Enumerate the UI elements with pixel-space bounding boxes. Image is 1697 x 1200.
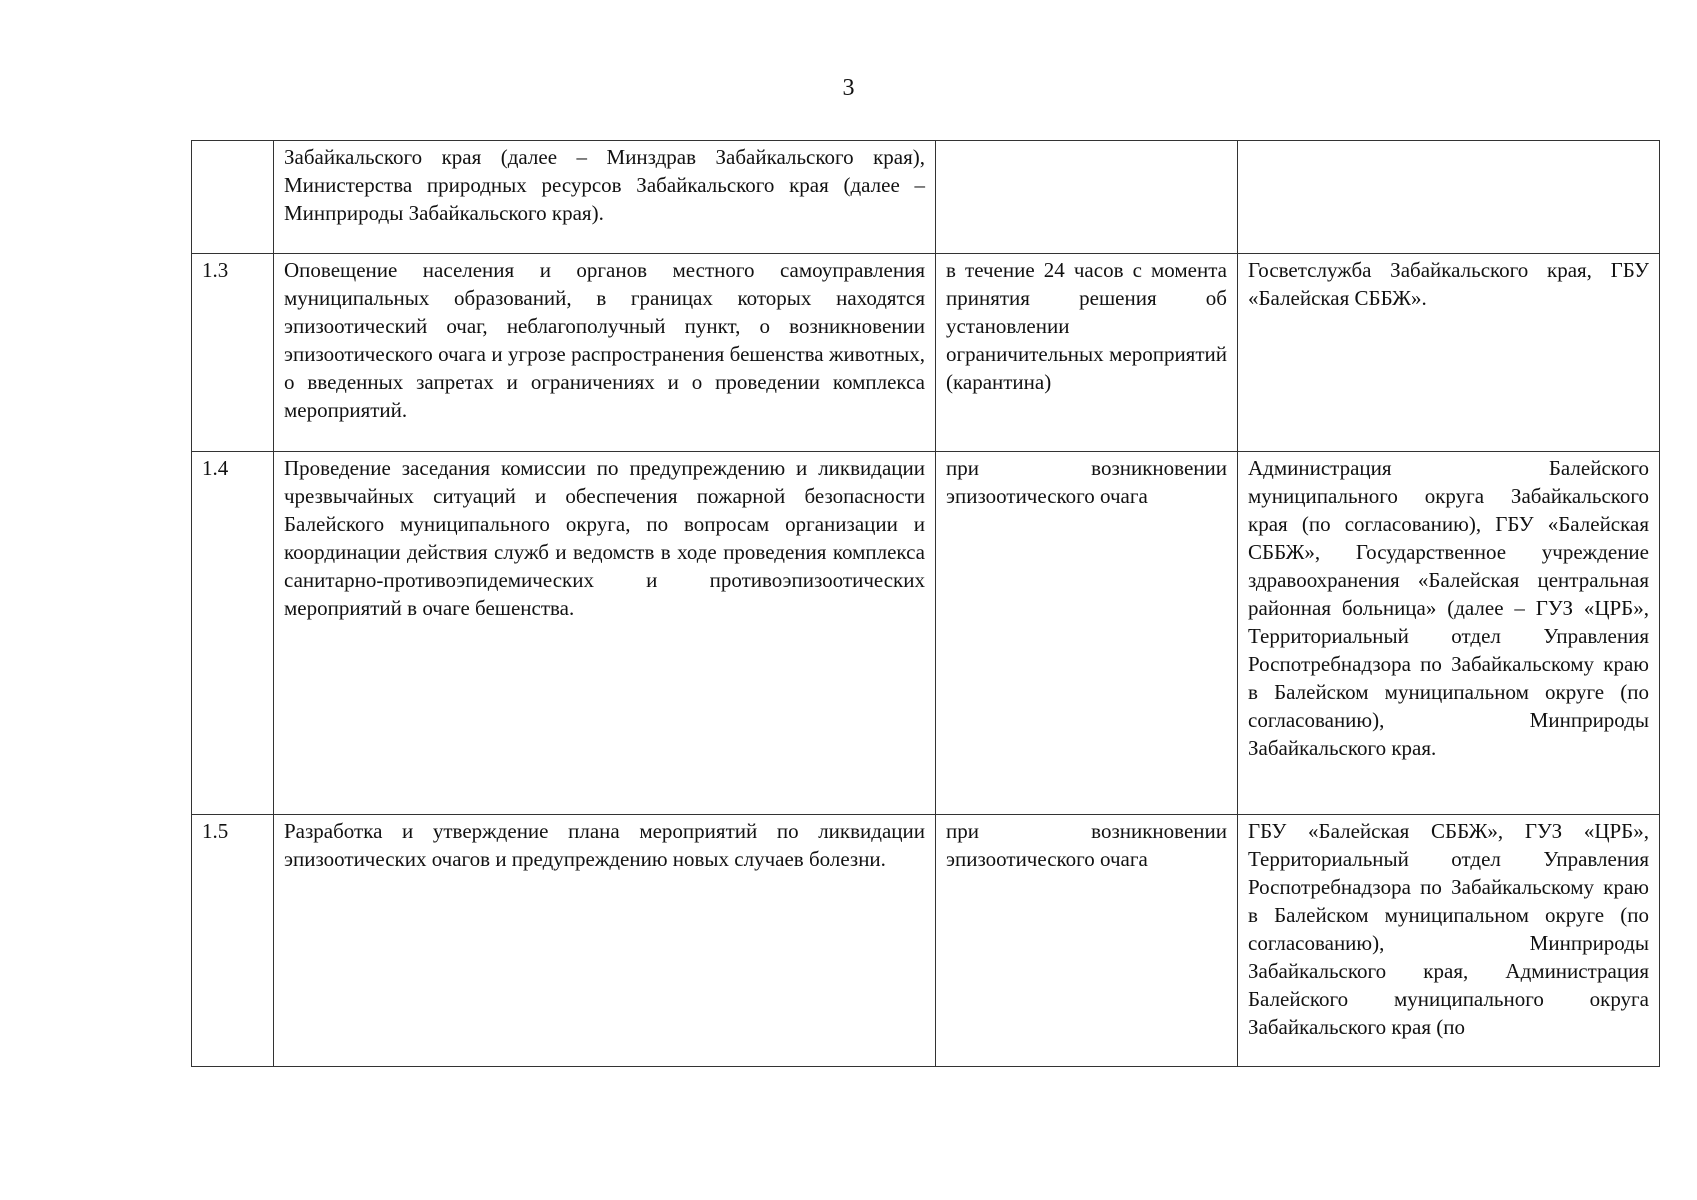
responsible-cell: Госветслужба Забайкальского края, ГБУ «Балейская СББЖ». <box>1238 254 1660 452</box>
activity-cell: Разработка и утверждение плана мероприятий по ликвидации эпизоотических очагов и предупреждению новых случаев болезни. <box>274 815 936 1067</box>
row-number-cell <box>192 141 274 254</box>
responsible-cell <box>1238 141 1660 254</box>
activity-cell: Оповещение населения и органов местного самоуправления муниципальных образований, в границах которых находятся эпизоотический очаг, неблагополучный пункт, о возникновении эпизоотического очага и угрозе распространения бешенства животных, о введенных запретах и ограничениях и о проведении комплекса мероприятий. <box>274 254 936 452</box>
term-cell <box>936 141 1238 254</box>
row-number-cell: 1.3 <box>192 254 274 452</box>
table-row <box>192 452 1660 815</box>
table-row <box>192 815 1660 1067</box>
term-cell: при возникновении эпизоотического очага <box>936 452 1238 815</box>
activity-cell: Забайкальского края (далее – Минздрав Забайкальского края), Министерства природных ресурсов Забайкальского края (далее – Минприроды Забайкальского края). <box>274 141 936 254</box>
measures-table <box>191 140 1660 1067</box>
table-row <box>192 254 1660 452</box>
responsible-cell: Администрация Балейского муниципального округа Забайкальского края (по согласованию), ГБУ «Балейская СББЖ», Государственное учреждение здравоохранения «Балейская центральная районная больница» (далее – ГУЗ «ЦРБ», Территориальный отдел Управления Роспотребнадзора по Забайкальскому краю в Балейском муниципальном округе (по согласованию), Минприроды Забайкальского края. <box>1238 452 1660 815</box>
page-number: 3 <box>842 75 855 101</box>
responsible-cell: ГБУ «Балейская СББЖ», ГУЗ «ЦРБ», Территориальный отдел Управления Роспотребнадзора по Забайкальскому краю в Балейском муниципальном округе (по согласованию), Минприроды Забайкальского края, Администрация Балейского муниципального округа Забайкальского края (по <box>1238 815 1660 1067</box>
row-number-cell: 1.5 <box>192 815 274 1067</box>
term-cell: в течение 24 часов с момента принятия решения об установлении ограничительных мероприятий (карантина) <box>936 254 1238 452</box>
activity-cell: Проведение заседания комиссии по предупреждению и ликвидации чрезвычайных ситуаций и обеспечения пожарной безопасности Балейского муниципального округа, по вопросам организации и координации действия служб и ведомств в ходе проведения комплекса санитарно-противоэпидемических и противоэпизоотических мероприятий в очаге бешенства. <box>274 452 936 815</box>
table-row <box>192 141 1660 254</box>
term-cell: при возникновении эпизоотического очага <box>936 815 1238 1067</box>
row-number-cell: 1.4 <box>192 452 274 815</box>
